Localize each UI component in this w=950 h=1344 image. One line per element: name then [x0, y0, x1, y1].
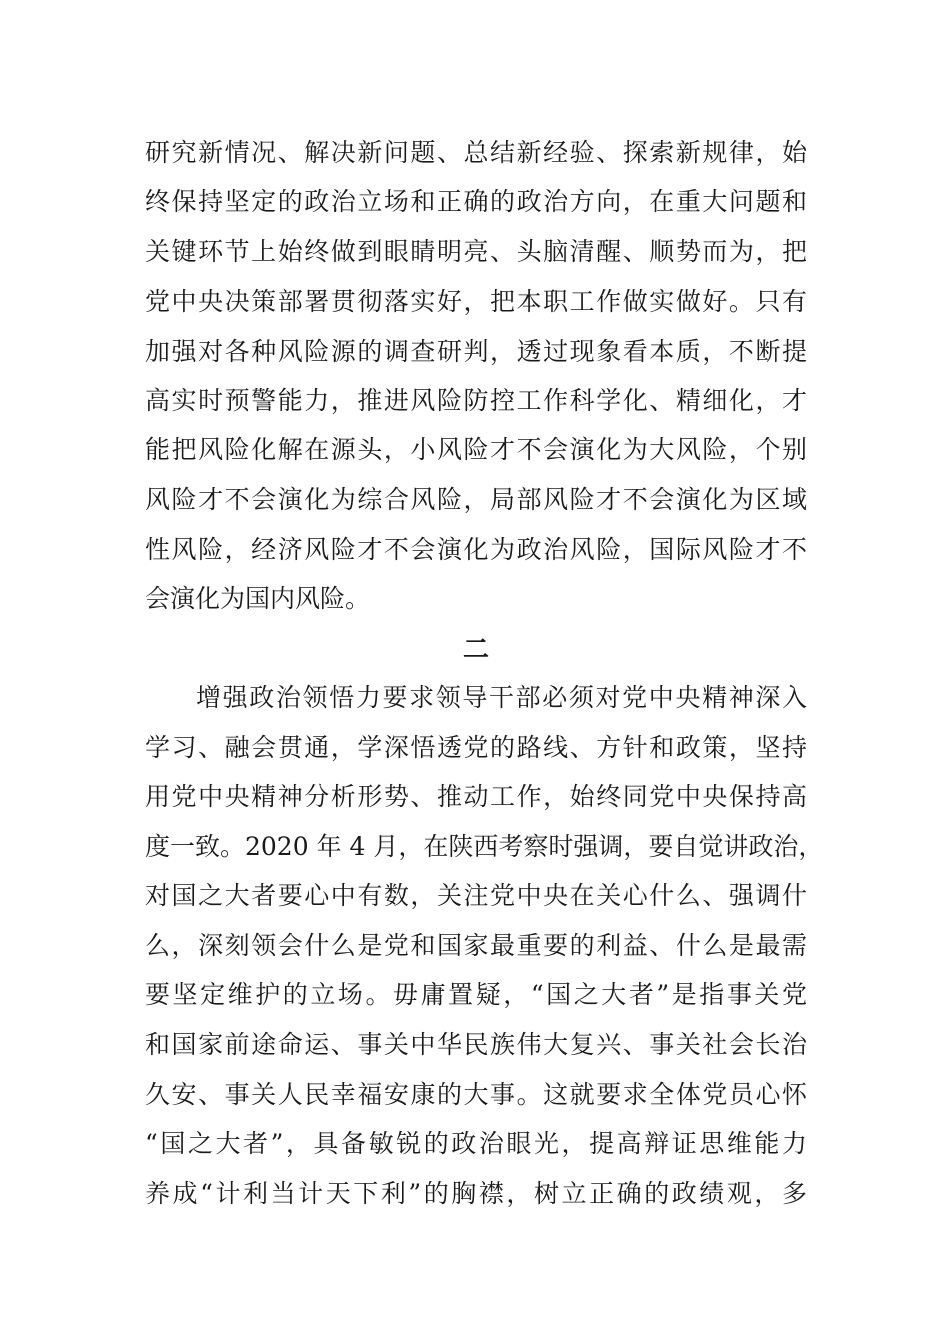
p1-line-5: 加强对各种风险源的调查研判，透过现象看本质，不断提: [145, 337, 807, 366]
p1-line-3: 关键环节上始终做到眼睛明亮、头脑清醒、顺势而为，把: [145, 237, 807, 266]
section-heading: 二: [462, 635, 489, 665]
p2-line-1: 增强政治领悟力要求领导干部必须对党中央精神深入: [196, 683, 807, 712]
p2-line-9: 久安、事关人民幸福安康的大事。这就要求全体党员心怀: [145, 1080, 807, 1109]
p2-line-3: 用党中央精神分析形势、推动工作，始终同党中央保持高: [145, 782, 807, 811]
p2-line-11: 养成“计利当计天下利”的胸襟，树立正确的政绩观，多: [145, 1179, 807, 1208]
p1-line-7: 能把风险化解在源头，小风险才不会演化为大风险，个别: [145, 435, 807, 464]
p1-line-4: 党中央决策部署贯彻落实好，把本职工作做实做好。只有: [145, 287, 807, 316]
p1-line-6: 高实时预警能力，推进风险防控工作科学化、精细化，才: [145, 386, 807, 415]
p2-line-2: 学习、融会贯通，学深悟透党的路线、方针和政策，坚持: [145, 733, 807, 762]
p1-line-10: 会演化为国内风险。: [145, 584, 371, 613]
p1-line-8: 风险才不会演化为综合风险，局部风险才不会演化为区域: [145, 485, 807, 514]
p2-line-8: 和国家前途命运、事关中华民族伟大复兴、事关社会长治: [145, 1030, 807, 1059]
p1-line-1: 研究新情况、解决新问题、总结新经验、探索新规律，始: [145, 138, 807, 167]
p1-line-2: 终保持坚定的政治立场和正确的政治方向，在重大问题和: [145, 187, 807, 216]
p2-line-4: 度一致。2020 年 4 月，在陕西考察时强调，要自觉讲政治，: [145, 832, 824, 861]
p1-line-9: 性风险，经济风险才不会演化为政治风险，国际风险才不: [145, 535, 807, 564]
p2-line-7: 要坚定维护的立场。毋庸置疑，“国之大者”是指事关党: [145, 980, 807, 1009]
p2-line-6: 么，深刻领会什么是党和国家最重要的利益、什么是最需: [145, 931, 807, 960]
p2-line-5: 对国之大者要心中有数，关注党中央在关心什么、强调什: [145, 881, 807, 910]
p2-line-10: “国之大者”，具备敏锐的政治眼光，提高辩证思维能力: [145, 1129, 807, 1158]
